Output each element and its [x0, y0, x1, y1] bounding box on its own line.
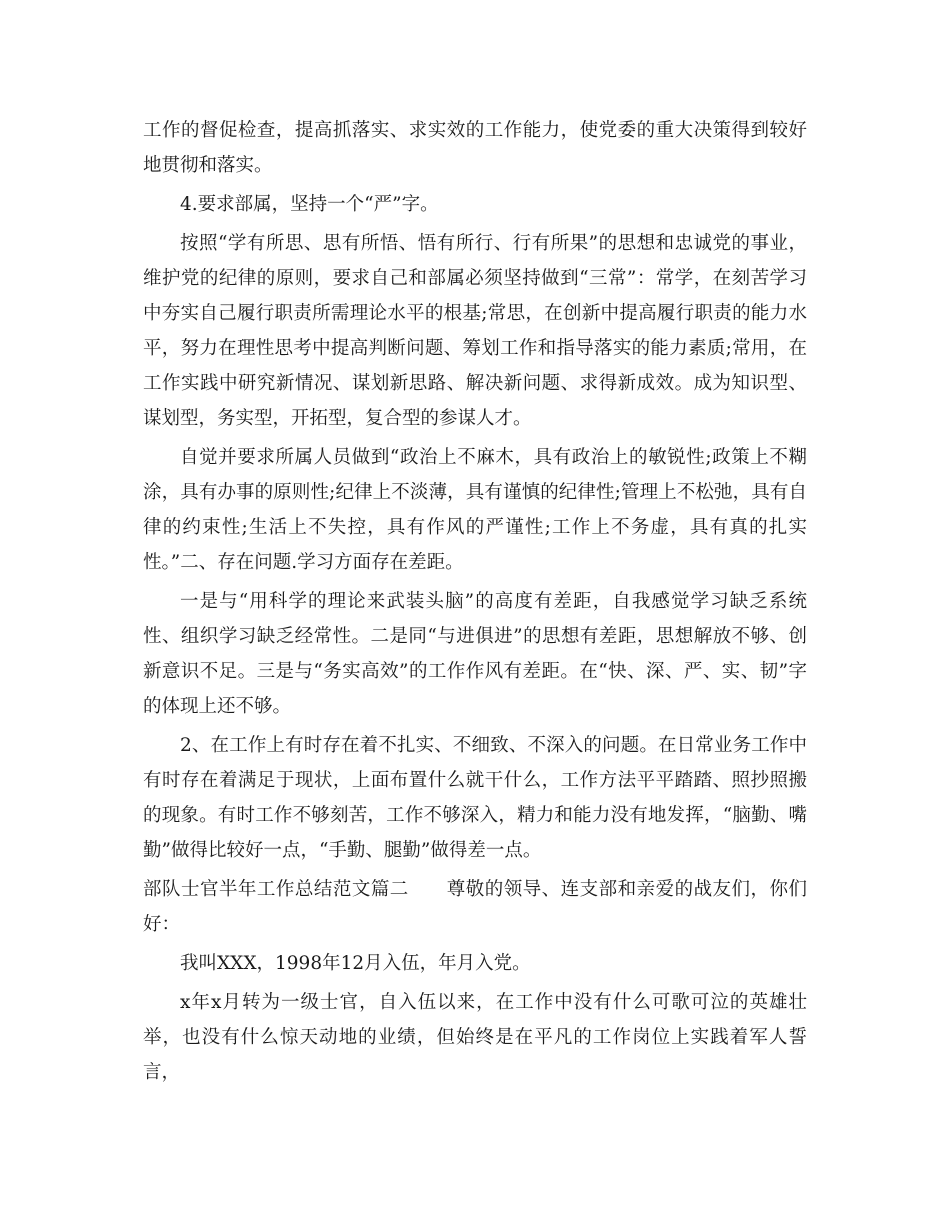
paragraph-4: 自觉并要求所属人员做到“政治上不麻木，具有政治上的敏锐性;政策上不糊涂，具有办事的原则性;纪律上不淡薄，具有谨慎的纪律性;管理上不松弛，具有自律的约束性;生活上不失控，具有作风的严谨性;工作上不务虚，具有真的扎实性。”二、存在问题.学习方面存在差距。: [143, 447, 807, 573]
paragraph-3: 按照“学有所思、思有所悟、悟有所行、行有所果”的思想和忠诚党的事业，维护党的纪律的原则，要求自己和部属必须坚持做到“三常”：常学，在刻苦学习中夯实自己履行职责所需理论水平的根基;常思，在创新中提高履行职责的能力水平，努力在理性思考中提高判断问题、筹划工作和指导落实的能力素质;常用，在工作实践中研究新情况、谋划新思路、解决新问题、求得新成效。成为知识型、谋划型，务实型，开拓型，复合型的参谋人才。: [143, 233, 807, 429]
paragraph-9: x年x月转为一级士官，自入伍以来，在工作中没有什么可歌可泣的英雄壮举，也没有什么惊天动地的业绩，但始终是在平凡的工作岗位上实践着军人誓言，: [143, 992, 807, 1083]
document-body: [143, 113, 807, 1094]
paragraph-8: 我叫XXX，1998年12月入伍，年月入党。: [180, 953, 531, 974]
paragraph-5: 一是与“用科学的理论来武装头脑”的高度有差距，自我感觉学习缺乏系统性、组织学习缺乏经常性。二是同“与进俱进”的思想有差距，思想解放不够、创新意识不足。三是与“务实高效”的工作作风有差距。在“快、深、严、实、韧”字的体现上还不够。: [143, 591, 807, 717]
paragraph-7: 部队士官半年工作总结范文篇二 尊敬的领导、连支部和亲爱的战友们，你们好：: [143, 879, 807, 935]
paragraph-6: 2、在工作上有时存在着不扎实、不细致、不深入的问题。在日常业务工作中有时存在着满足于现状，上面布置什么就干什么，工作方法平平踏踏、照抄照搬的现象。有时工作不够刻苦，工作不够深入，精力和能力没有地发挥，“脑勤、嘴勤”做得比较好一点，“手勤、腿勤”做得差一点。: [143, 735, 807, 861]
paragraph-2: 4.要求部属，坚持一个“严”字。: [180, 194, 439, 215]
paragraph-1: 工作的督促检查，提高抓落实、求实效的工作能力，使党委的重大决策得到较好地贯彻和落实。: [143, 120, 807, 176]
